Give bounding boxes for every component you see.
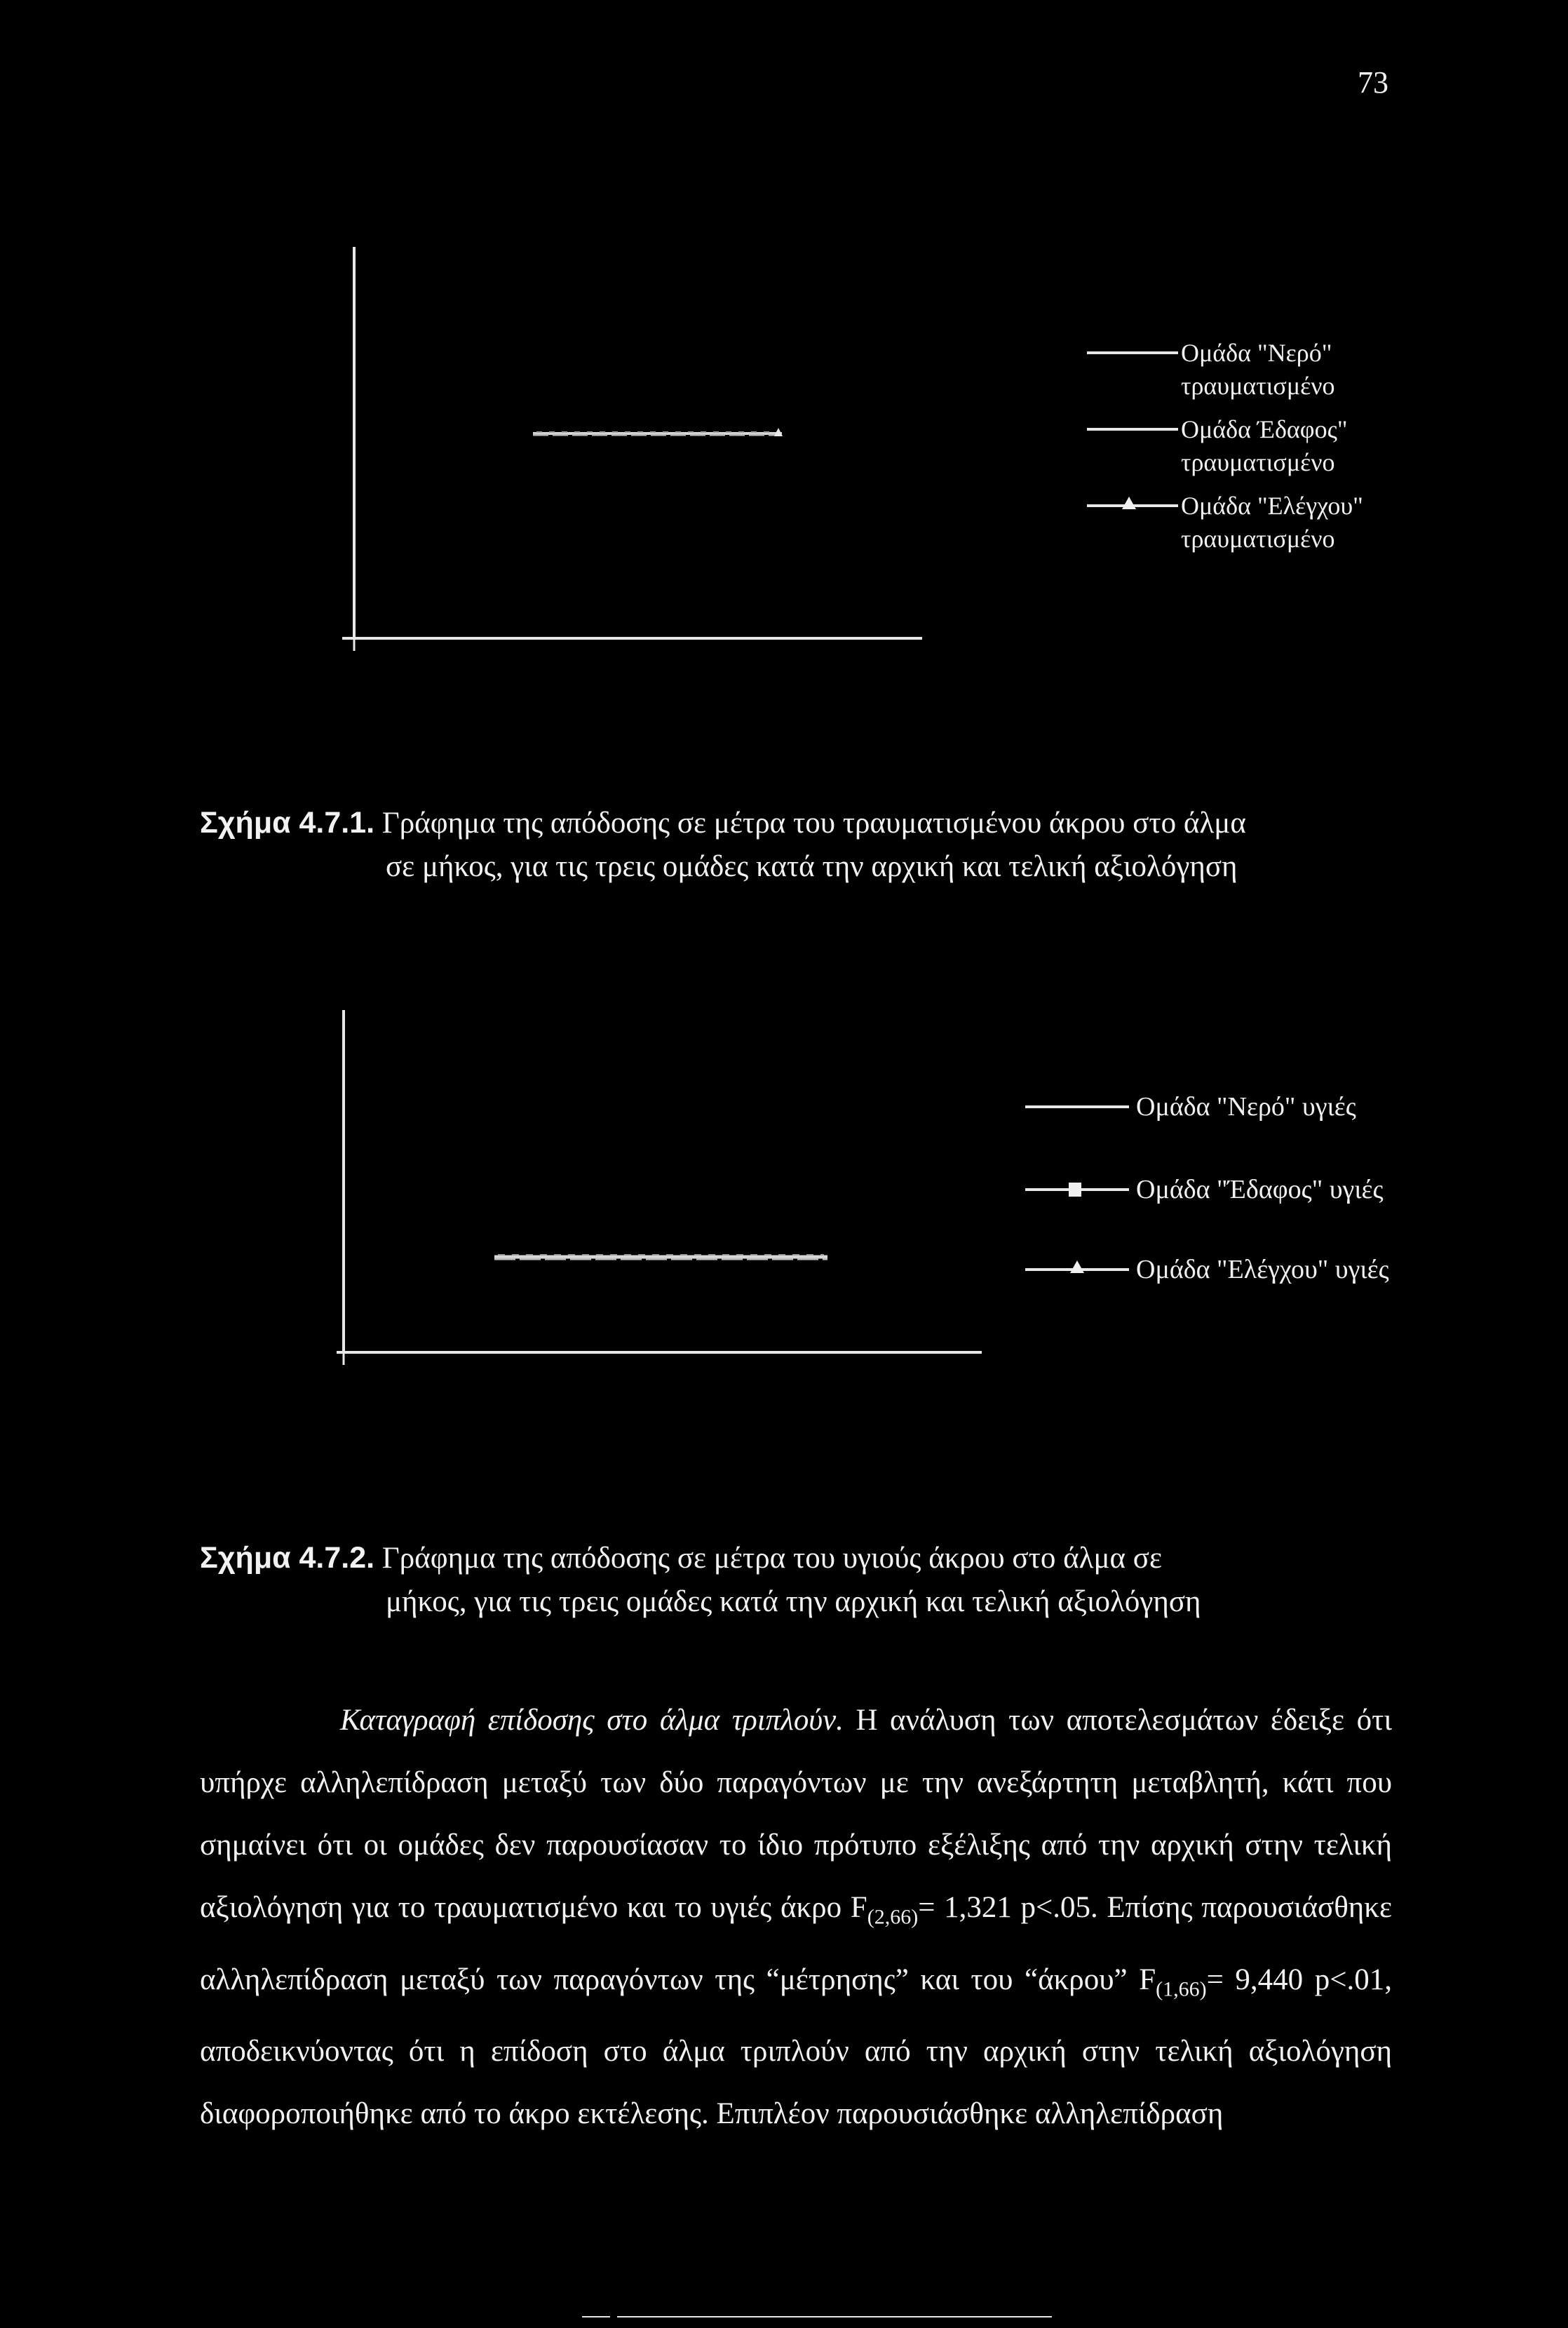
legend-label-elegxou: Ομάδα "Ελέγχου" υγιές (1136, 1255, 1389, 1284)
legend (1025, 1092, 1389, 1284)
legend-label-edafos-1: Ομάδα Έδαφος" (1181, 415, 1348, 443)
f-stat-1-df: (2,66) (867, 1905, 919, 1929)
footer-rule-left (582, 2316, 610, 2317)
legend-label-edafos-2: τραυματισμένο (1181, 448, 1335, 476)
figure-2-caption (200, 1536, 1392, 1624)
figure-1-caption-line1: Γράφημα της απόδοσης σε μέτρα του τραυματισμένου άκρου στο άλμα (381, 807, 1246, 840)
f-stat-2-df: (1,66) (1156, 1977, 1207, 2001)
legend-label-nero-2: τραυματισμένο (1181, 372, 1335, 400)
footer-rule-right (617, 2316, 1052, 2317)
legend-triangle-icon (1070, 1260, 1084, 1273)
body-paragraph (200, 1689, 1392, 2145)
paragraph-text-3: = 9,440 p<.01, αποδεικνύοντας ότι η επίδοση στο άλμα τριπλούν από την αρχική στην τελική αξιολόγηση διαφοροποιήθηκε από το άκρο εκτέλεσης. Επιπλέον παρουσιάσθηκε αλληλεπίδραση (200, 1963, 1392, 2131)
legend-label-edafos: Ομάδα "Έδαφος" υγιές (1136, 1175, 1384, 1204)
figure-1-chart (0, 238, 1568, 659)
page-number: 73 (1358, 65, 1388, 100)
figure-2-caption-line1: Γράφημα της απόδοσης σε μέτρα του υγιούς άκρου στο άλμα σε (381, 1542, 1163, 1575)
section-lead: Καταγραφή επίδοσης στο άλμα τριπλούν. (340, 1704, 844, 1737)
figure-1-caption-line2: σε μήκος, για τις τρεις ομάδες κατά την αρχική και τελική αξιολόγηση (386, 850, 1238, 883)
paragraph (200, 1689, 1392, 2145)
legend-label-elegxou-2: τραυματισμένο (1181, 525, 1335, 553)
legend-square-icon (1069, 1183, 1081, 1197)
figure-1-caption (200, 801, 1392, 889)
figure-2-chart (0, 1003, 1568, 1396)
f-stat-1-letter: F (850, 1891, 867, 1924)
legend-label-nero-1: Ομάδα "Νερό" (1181, 339, 1332, 367)
legend-label-elegxou-1: Ομάδα "Ελέγχου" (1181, 492, 1363, 520)
legend (1087, 339, 1363, 553)
figure-1-number: Σχήμα 4.7.1. (200, 806, 375, 840)
legend-triangle-icon (1122, 497, 1136, 509)
paragraph-text-2: = 1,321 p<.05. Επίσης παρουσιάσθηκε αλληλεπίδραση μεταξύ των παραγόντων της “μέτρησης” και του “άκρου” (200, 1891, 1392, 1996)
f-stat-2-letter: F (1139, 1963, 1156, 1996)
legend-label-nero: Ομάδα "Νερό" υγιές (1136, 1092, 1356, 1122)
figure-2-caption-line2: μήκος, για τις τρεις ομάδες κατά την αρχική και τελική αξιολόγηση (386, 1585, 1201, 1618)
paragraph-text-1: Η ανάλυση των αποτελεσμάτων έδειξε ότι υπήρχε αλληλεπίδραση μεταξύ των δύο παραγόντων με την ανεξάρτητη μεταβλητή, κάτι που σημαίνει ότι οι ομάδες δεν παρουσίασαν το ίδιο πρότυπο εξέλιξης από την αρχική στην τελική αξιολόγηση για το τραυματισμένο και το υγιές άκρο (200, 1704, 1392, 1924)
figure-2-number: Σχήμα 4.7.2. (200, 1541, 375, 1575)
